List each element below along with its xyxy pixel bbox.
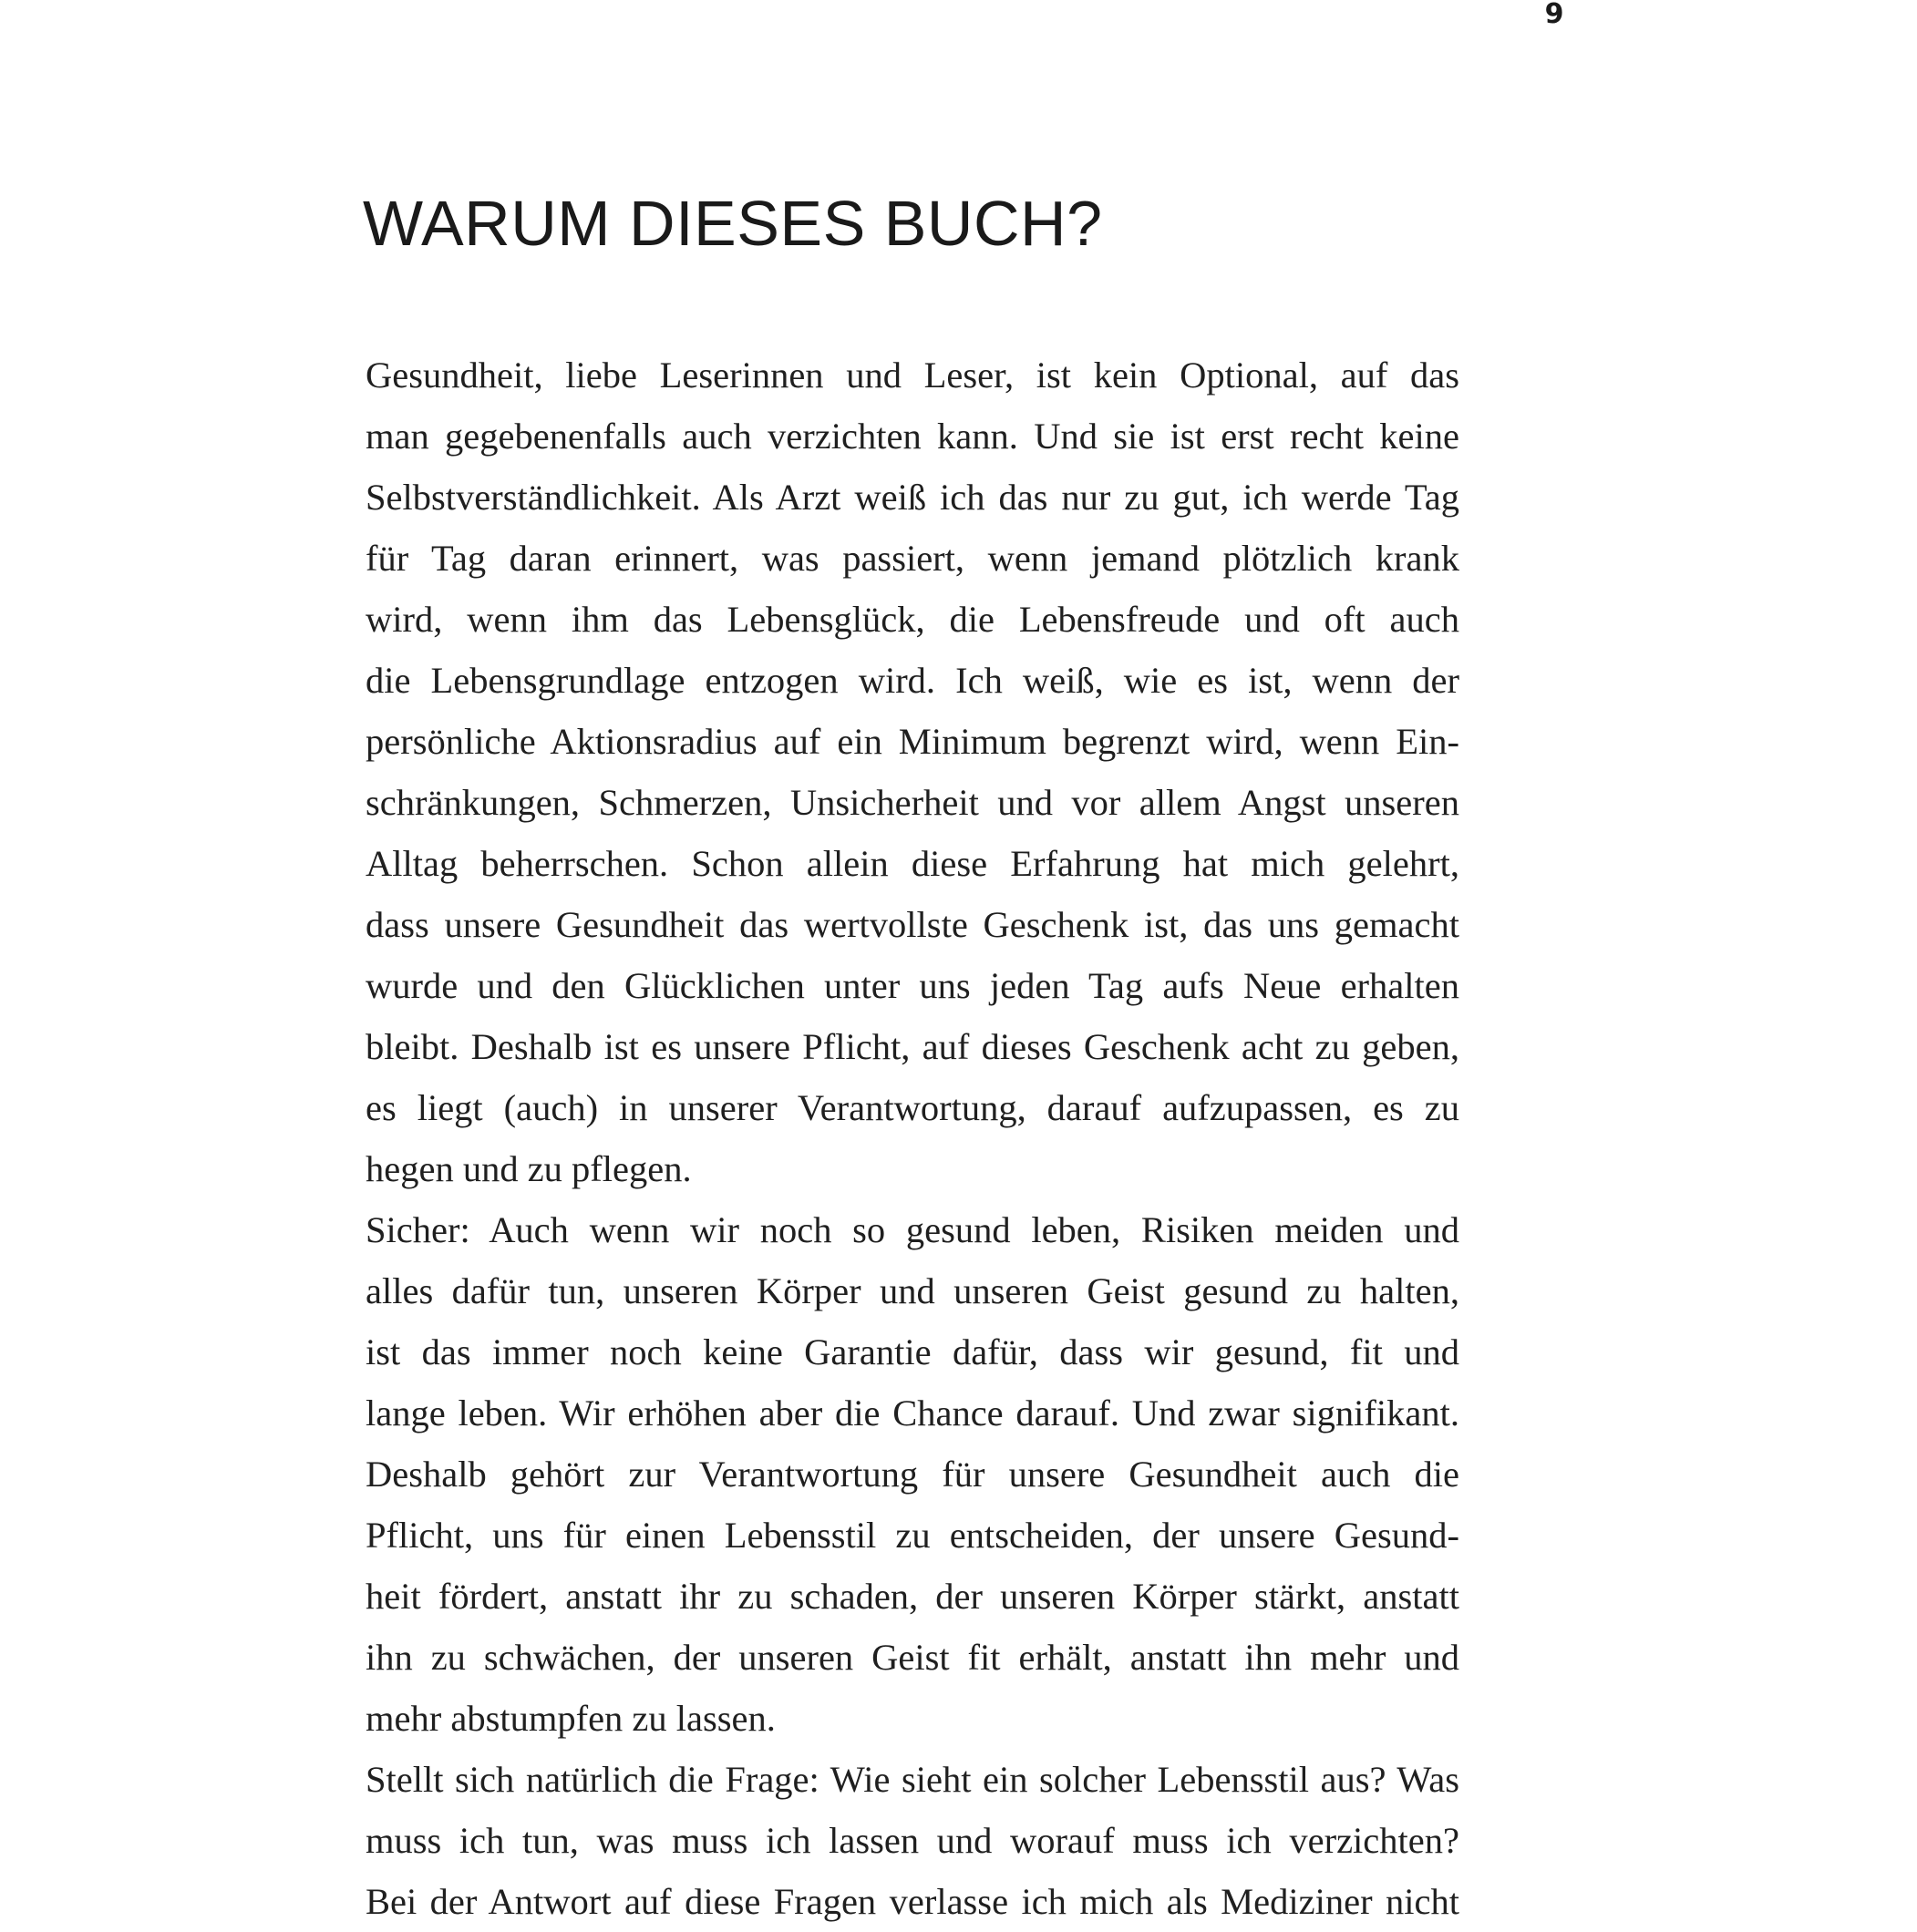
text-line: Sicher: Auch wenn wir noch so gesund leben, Risiken meiden und xyxy=(366,1209,1459,1250)
text-line: mehr abstumpfen zu lassen. xyxy=(366,1698,776,1739)
text-line: wird, wenn ihm das Lebensglück, die Lebensfreude und oft auch xyxy=(366,599,1459,640)
text-line: für Tag daran erinnert, was passiert, wenn jemand plötzlich krank xyxy=(366,538,1459,579)
page-number: 9 xyxy=(1544,0,1564,30)
text-line: persönliche Aktionsradius auf ein Minimum begrenzt wird, wenn Ein- xyxy=(366,721,1459,762)
text-line: wurde und den Glücklichen unter uns jeden Tag aufs Neue erhalten xyxy=(366,965,1459,1006)
text-line: man gegebenenfalls auch verzichten kann. Und sie ist erst recht keine xyxy=(366,416,1459,457)
text-line: lange leben. Wir erhöhen aber die Chance darauf. Und zwar signifikant. xyxy=(366,1392,1459,1434)
text-line: Pflicht, uns für einen Lebensstil zu entscheiden, der unsere Gesund- xyxy=(366,1515,1459,1556)
text-line: heit fördert, anstatt ihr zu schaden, der unseren Körper stärkt, anstatt xyxy=(366,1576,1459,1617)
text-line: Bei der Antwort auf diese Fragen verlasse ich mich als Mediziner nicht xyxy=(366,1881,1459,1922)
text-line: die Lebensgrundlage entzogen wird. Ich weiß, wie es ist, wenn der xyxy=(366,660,1459,701)
body-text xyxy=(366,344,1459,1932)
text-line: bleibt. Deshalb ist es unsere Pflicht, auf dieses Geschenk acht zu geben, xyxy=(366,1026,1459,1067)
text-line: Selbstverständlichkeit. Als Arzt weiß ich das nur zu gut, ich werde Tag xyxy=(366,477,1459,518)
text-line: Deshalb gehört zur Verantwortung für unsere Gesundheit auch die xyxy=(366,1454,1459,1495)
text-line: muss ich tun, was muss ich lassen und worauf muss ich verzichten? xyxy=(366,1820,1459,1861)
text-line: Stellt sich natürlich die Frage: Wie sieht ein solcher Lebensstil aus? Was xyxy=(366,1759,1459,1800)
text-line: alles dafür tun, unseren Körper und unseren Geist gesund zu halten, xyxy=(366,1270,1459,1311)
text-line: dass unsere Gesundheit das wertvollste Geschenk ist, das uns gemacht xyxy=(366,904,1459,945)
text-line: ist das immer noch keine Garantie dafür, dass wir gesund, fit und xyxy=(366,1331,1459,1372)
chapter-title: WARUM DIESES BUCH? xyxy=(363,188,1103,259)
text-line: es liegt (auch) in unserer Verantwortung, darauf aufzupassen, es zu xyxy=(366,1087,1459,1128)
text-line: Alltag beherrschen. Schon allein diese Erfahrung hat mich gelehrt, xyxy=(366,843,1459,884)
text-line: hegen und zu pflegen. xyxy=(366,1148,692,1189)
text-line: schränkungen, Schmerzen, Unsicherheit und vor allem Angst unseren xyxy=(366,782,1459,823)
text-line: Gesundheit, liebe Leserinnen und Leser, ist kein Optional, auf das xyxy=(366,355,1459,396)
text-line: ihn zu schwächen, der unseren Geist fit erhält, anstatt ihn mehr und xyxy=(366,1637,1459,1678)
